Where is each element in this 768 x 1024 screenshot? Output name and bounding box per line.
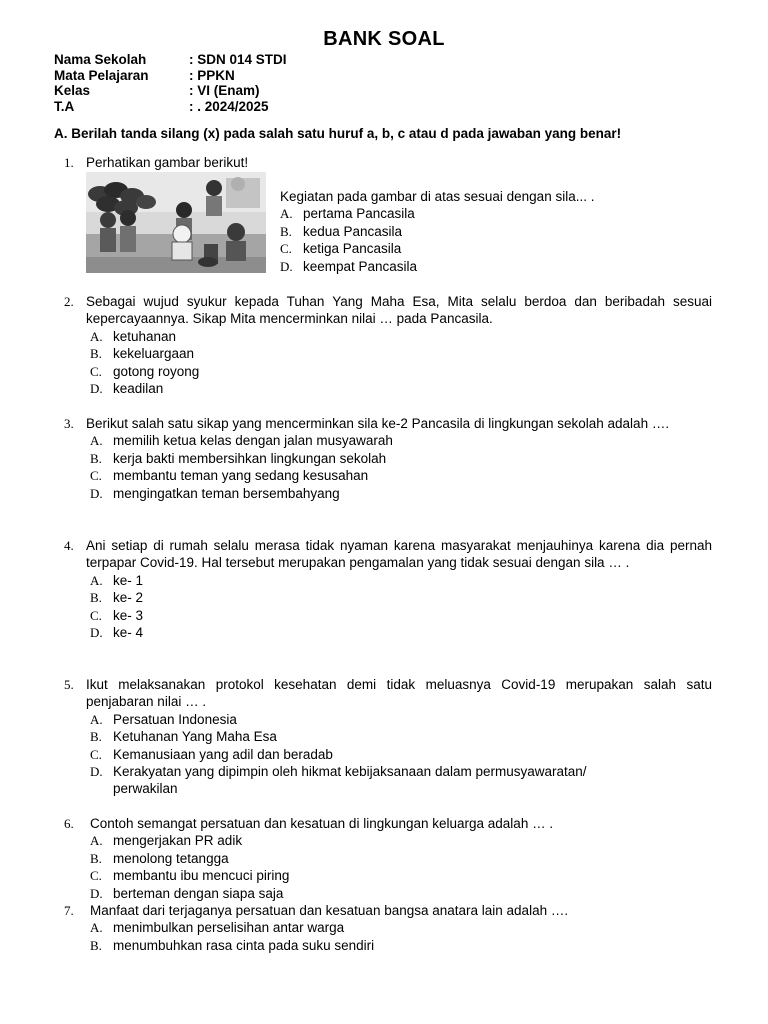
option-text: kerja bakti membersihkan lingkungan sekolah [113,450,387,466]
options-list [90,711,712,798]
option[interactable] [90,607,712,624]
meta-label: Kelas [54,83,91,98]
option[interactable] [90,832,712,849]
option-letter: A. [90,833,103,849]
option-text: ketiga Pancasila [303,241,402,257]
option-letter: C. [90,468,102,484]
option[interactable] [280,258,594,275]
question-1 [64,154,712,171]
option-text: mengingatkan teman bersembahyang [113,485,340,501]
option-text: mengerjakan PR adik [113,833,243,849]
meta-value: : . 2024/2025 [189,98,269,114]
option-text: pertama Pancasila [303,206,415,222]
option-letter: A. [90,711,103,727]
option[interactable] [90,850,712,867]
question-6 [64,815,712,902]
option[interactable] [90,485,712,502]
option-text: membantu ibu mencuci piring [113,868,290,884]
question-3 [64,415,712,502]
option-text: menimbulkan perselisihan antar warga [113,920,345,936]
meta-row-year [54,99,287,115]
question-text: Sebagai wujud syukur kepada Tuhan Yang Maha Esa, Mita selalu berdoa dan beribadah sesuai kepercayaannya. Sikap Mita mencerminkan nilai … pada Pancasila. [86,294,712,327]
option-letter: D. [90,485,103,501]
question-5 [64,676,712,798]
meta-label: T.A [54,98,75,114]
option[interactable] [90,919,712,936]
option[interactable] [280,205,594,222]
meta-label: Mata Pelajaran [54,67,149,83]
option-text: kedua Pancasila [303,223,403,239]
question-number: 2. [64,294,74,309]
option[interactable] [280,223,594,240]
meta-value: : SDN 014 STDI [189,52,287,67]
question-1-body [280,188,594,275]
option-letter: B. [280,223,292,239]
option[interactable] [90,450,712,467]
option[interactable] [90,363,712,380]
school-info [54,52,287,114]
option[interactable] [90,380,712,397]
option-letter: B. [90,346,102,362]
option-letter: A. [90,572,103,588]
option-text: menumbuhkan rasa cinta pada suku sendiri [113,937,375,953]
option-text: berteman dengan siapa saja [113,885,284,901]
option-text: ke- 1 [113,572,144,588]
option-letter: A. [280,206,293,222]
question-text: Ani setiap di rumah selalu merasa tidak nyaman karena masyarakat menjauhinya karena dia pernah terpapar Covid-19. Hal tersebut merupakan pengamalan yang tidak sesuai dengan sila … . [86,538,712,571]
option-letter: C. [90,607,102,623]
options-list [90,432,712,502]
meta-value: : VI (Enam) [189,83,260,98]
question-number: 5. [64,677,74,692]
option-text: Persatuan Indonesia [113,711,237,727]
question-1-caption: Kegiatan pada gambar di atas sesuai dengan sila... . [280,189,595,204]
option-text: gotong royong [113,363,200,379]
meta-row-class [54,83,287,99]
option[interactable] [90,885,712,902]
question-text: Manfaat dari terjaganya persatuan dan kesatuan bangsa anatara lain adalah …. [90,903,569,918]
options-list [90,832,712,902]
option-letter: D. [280,258,293,274]
option[interactable] [90,624,712,641]
question-number: 1. [64,155,74,170]
option-text: menolong tetangga [113,850,229,866]
question-text: Berikut salah satu sikap yang mencerminkan sila ke-2 Pancasila di lingkungan sekolah adalah …. [86,416,670,431]
question-text: Contoh semangat persatuan dan kesatuan di lingkungan keluarga adalah … . [90,816,554,831]
option-letter: A. [90,433,103,449]
option-letter: C. [90,363,102,379]
meta-value: : PPKN [189,67,235,83]
option-text: Kemanusiaan yang adil dan beradab [113,746,333,762]
option-text: ke- 2 [113,590,144,606]
option-letter: D. [90,764,103,780]
options-list [90,919,712,954]
question-4 [64,537,712,641]
option-text: keempat Pancasila [303,258,418,274]
question-1-illustration [86,172,266,273]
option[interactable] [90,572,712,589]
option-letter: C. [90,746,102,762]
option[interactable] [90,328,712,345]
question-number: 3. [64,416,74,431]
option-text: ke- 3 [113,607,144,623]
question-number: 4. [64,538,74,553]
option-text: memilih ketua kelas dengan jalan musyawarah [113,433,393,449]
option-letter: C. [280,241,292,257]
question-number: 6. [64,816,74,831]
option[interactable] [90,589,712,606]
option-text: membantu teman yang sedang kesusahan [113,468,369,484]
options-list [90,328,712,398]
page-title: BANK SOAL [323,28,445,50]
option[interactable] [90,763,712,798]
option-text: Kerakyatan yang dipimpin oleh hikmat kebijaksanaan dalam permusyawaratan/ perwakilan [113,764,587,797]
option[interactable] [280,240,594,257]
option-letter: C. [90,868,102,884]
option[interactable] [90,746,712,763]
option-letter: B. [90,937,102,953]
option[interactable] [90,937,712,954]
option[interactable] [90,867,712,884]
option-letter: B. [90,729,102,745]
question-text: Ikut melaksanakan protokol kesehatan demi tidak meluasnya Covid-19 merupakan salah satu penjabaran nilai … . [86,677,712,710]
meta-row-school [54,52,287,68]
question-number: 7. [64,903,74,918]
option-text: kekeluargaan [113,346,195,362]
option-letter: B. [90,850,102,866]
question-2 [64,293,712,397]
option-text: keadilan [113,381,164,397]
children-illustration-image [86,172,266,273]
option-letter: D. [90,885,103,901]
option-text: ke- 4 [113,625,144,641]
option[interactable] [90,728,712,745]
option[interactable] [90,711,712,728]
option-letter: D. [90,625,103,641]
option-letter: A. [90,920,103,936]
option[interactable] [90,345,712,362]
option-letter: B. [90,450,102,466]
section-instruction: A. Berilah tanda silang (x) pada salah satu huruf a, b, c atau d pada jawaban yang benar! [54,126,622,141]
option[interactable] [90,432,712,449]
option-text: Ketuhanan Yang Maha Esa [113,729,277,745]
meta-label: Nama Sekolah [54,52,147,67]
option-text: ketuhanan [113,328,177,344]
options-list [90,572,712,642]
meta-row-subject [54,68,287,84]
option-letter: D. [90,381,103,397]
option-letter: A. [90,328,103,344]
question-text: Perhatikan gambar berikut! [86,155,249,170]
option[interactable] [90,467,712,484]
question-7 [64,902,712,954]
option-letter: B. [90,590,102,606]
